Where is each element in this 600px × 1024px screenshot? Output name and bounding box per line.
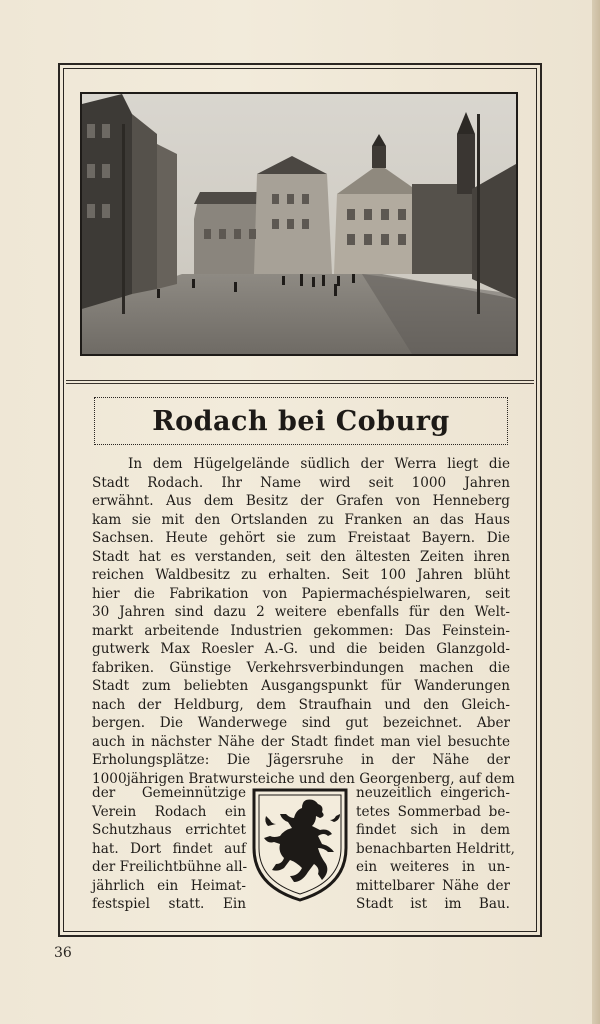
left-column-line: festspiel statt. Ein bbox=[92, 896, 246, 912]
right-column-line: findet sich in dem bbox=[356, 822, 510, 838]
section-divider bbox=[66, 380, 534, 384]
left-column-line: Verein Rodach ein bbox=[92, 803, 246, 820]
page-number: 36 bbox=[54, 945, 72, 961]
right-column-line: tetes Sommerbad be- bbox=[356, 803, 510, 820]
right-column-line: neuzeitlich eingerich- bbox=[356, 785, 510, 801]
right-column-line: benachbarten Heldritt, bbox=[356, 840, 515, 857]
text-line: markt arbeitende Industrien gekommen: Das Feinstein- bbox=[92, 622, 510, 639]
text-line: Stadt zum beliebten Ausgangspunkt für Wanderungen bbox=[92, 678, 510, 694]
page-title: Rodach bei Coburg bbox=[152, 405, 450, 437]
text-line: hier die Fabrikation von Papiermachéspielwaren, seit bbox=[92, 585, 510, 602]
text-line: Sachsen. Heute gehört sie zum Freistaat Bayern. Die bbox=[92, 530, 510, 546]
text-line: In dem Hügelgelände südlich der Werra liegt die bbox=[128, 456, 510, 472]
title-box bbox=[94, 397, 508, 445]
body-text bbox=[92, 455, 515, 788]
text-line: nach der Heldburg, dem Straufhain und den Gleich- bbox=[92, 696, 510, 713]
left-column-line: Schutzhaus errichtet bbox=[92, 822, 246, 838]
text-line: Erholungsplätze: Die Jägersruhe in der Nähe der bbox=[92, 752, 510, 768]
text-line: reichen Waldbesitz zu erhalten. Seit 100 Jahren blüht bbox=[92, 567, 510, 583]
right-column-line: mittelbarer Nähe der bbox=[356, 877, 510, 894]
text-line: kam sie mit den Ortslanden zu Franken an das Haus bbox=[92, 511, 510, 528]
left-column-line: jährlich ein Heimat- bbox=[92, 877, 246, 894]
text-line: fabriken. Günstige Verkehrsverbindungen machen die bbox=[92, 659, 510, 676]
text-line: 30 Jahren sind dazu 2 weitere ebenfalls für den Welt- bbox=[92, 604, 510, 620]
text-line: auch in nächster Nähe der Stadt findet man viel besuchte bbox=[92, 733, 510, 750]
text-line: Stadt hat es verstanden, seit den ältesten Zeiten ihren bbox=[92, 548, 510, 565]
right-column-line: Stadt ist im Bau. bbox=[356, 896, 510, 912]
text-line: erwähnt. Aus dem Besitz der Grafen von Henneberg bbox=[92, 493, 510, 509]
town-square-photo bbox=[80, 92, 518, 356]
right-column-line: ein weiteres in un- bbox=[356, 859, 510, 875]
left-column-line: der Gemeinnützige bbox=[92, 785, 246, 801]
page-edge bbox=[592, 0, 600, 1024]
text-line: Stadt Rodach. Ihr Name wird seit 1000 Jahren bbox=[92, 474, 510, 491]
left-column-line: der Freilichtbühne all- bbox=[92, 859, 248, 875]
text-line: gutwerk Max Roesler A.-G. und die beiden Glanzgold- bbox=[92, 641, 510, 657]
lion-shield-icon bbox=[250, 786, 350, 904]
text-line: 1000jährigen Bratwursteiche und den Georgenberg, auf dem bbox=[92, 770, 515, 787]
left-column-line: hat. Dort findet auf bbox=[92, 840, 246, 857]
text-line: bergen. Die Wanderwege sind gut bezeichnet. Aber bbox=[92, 715, 510, 731]
